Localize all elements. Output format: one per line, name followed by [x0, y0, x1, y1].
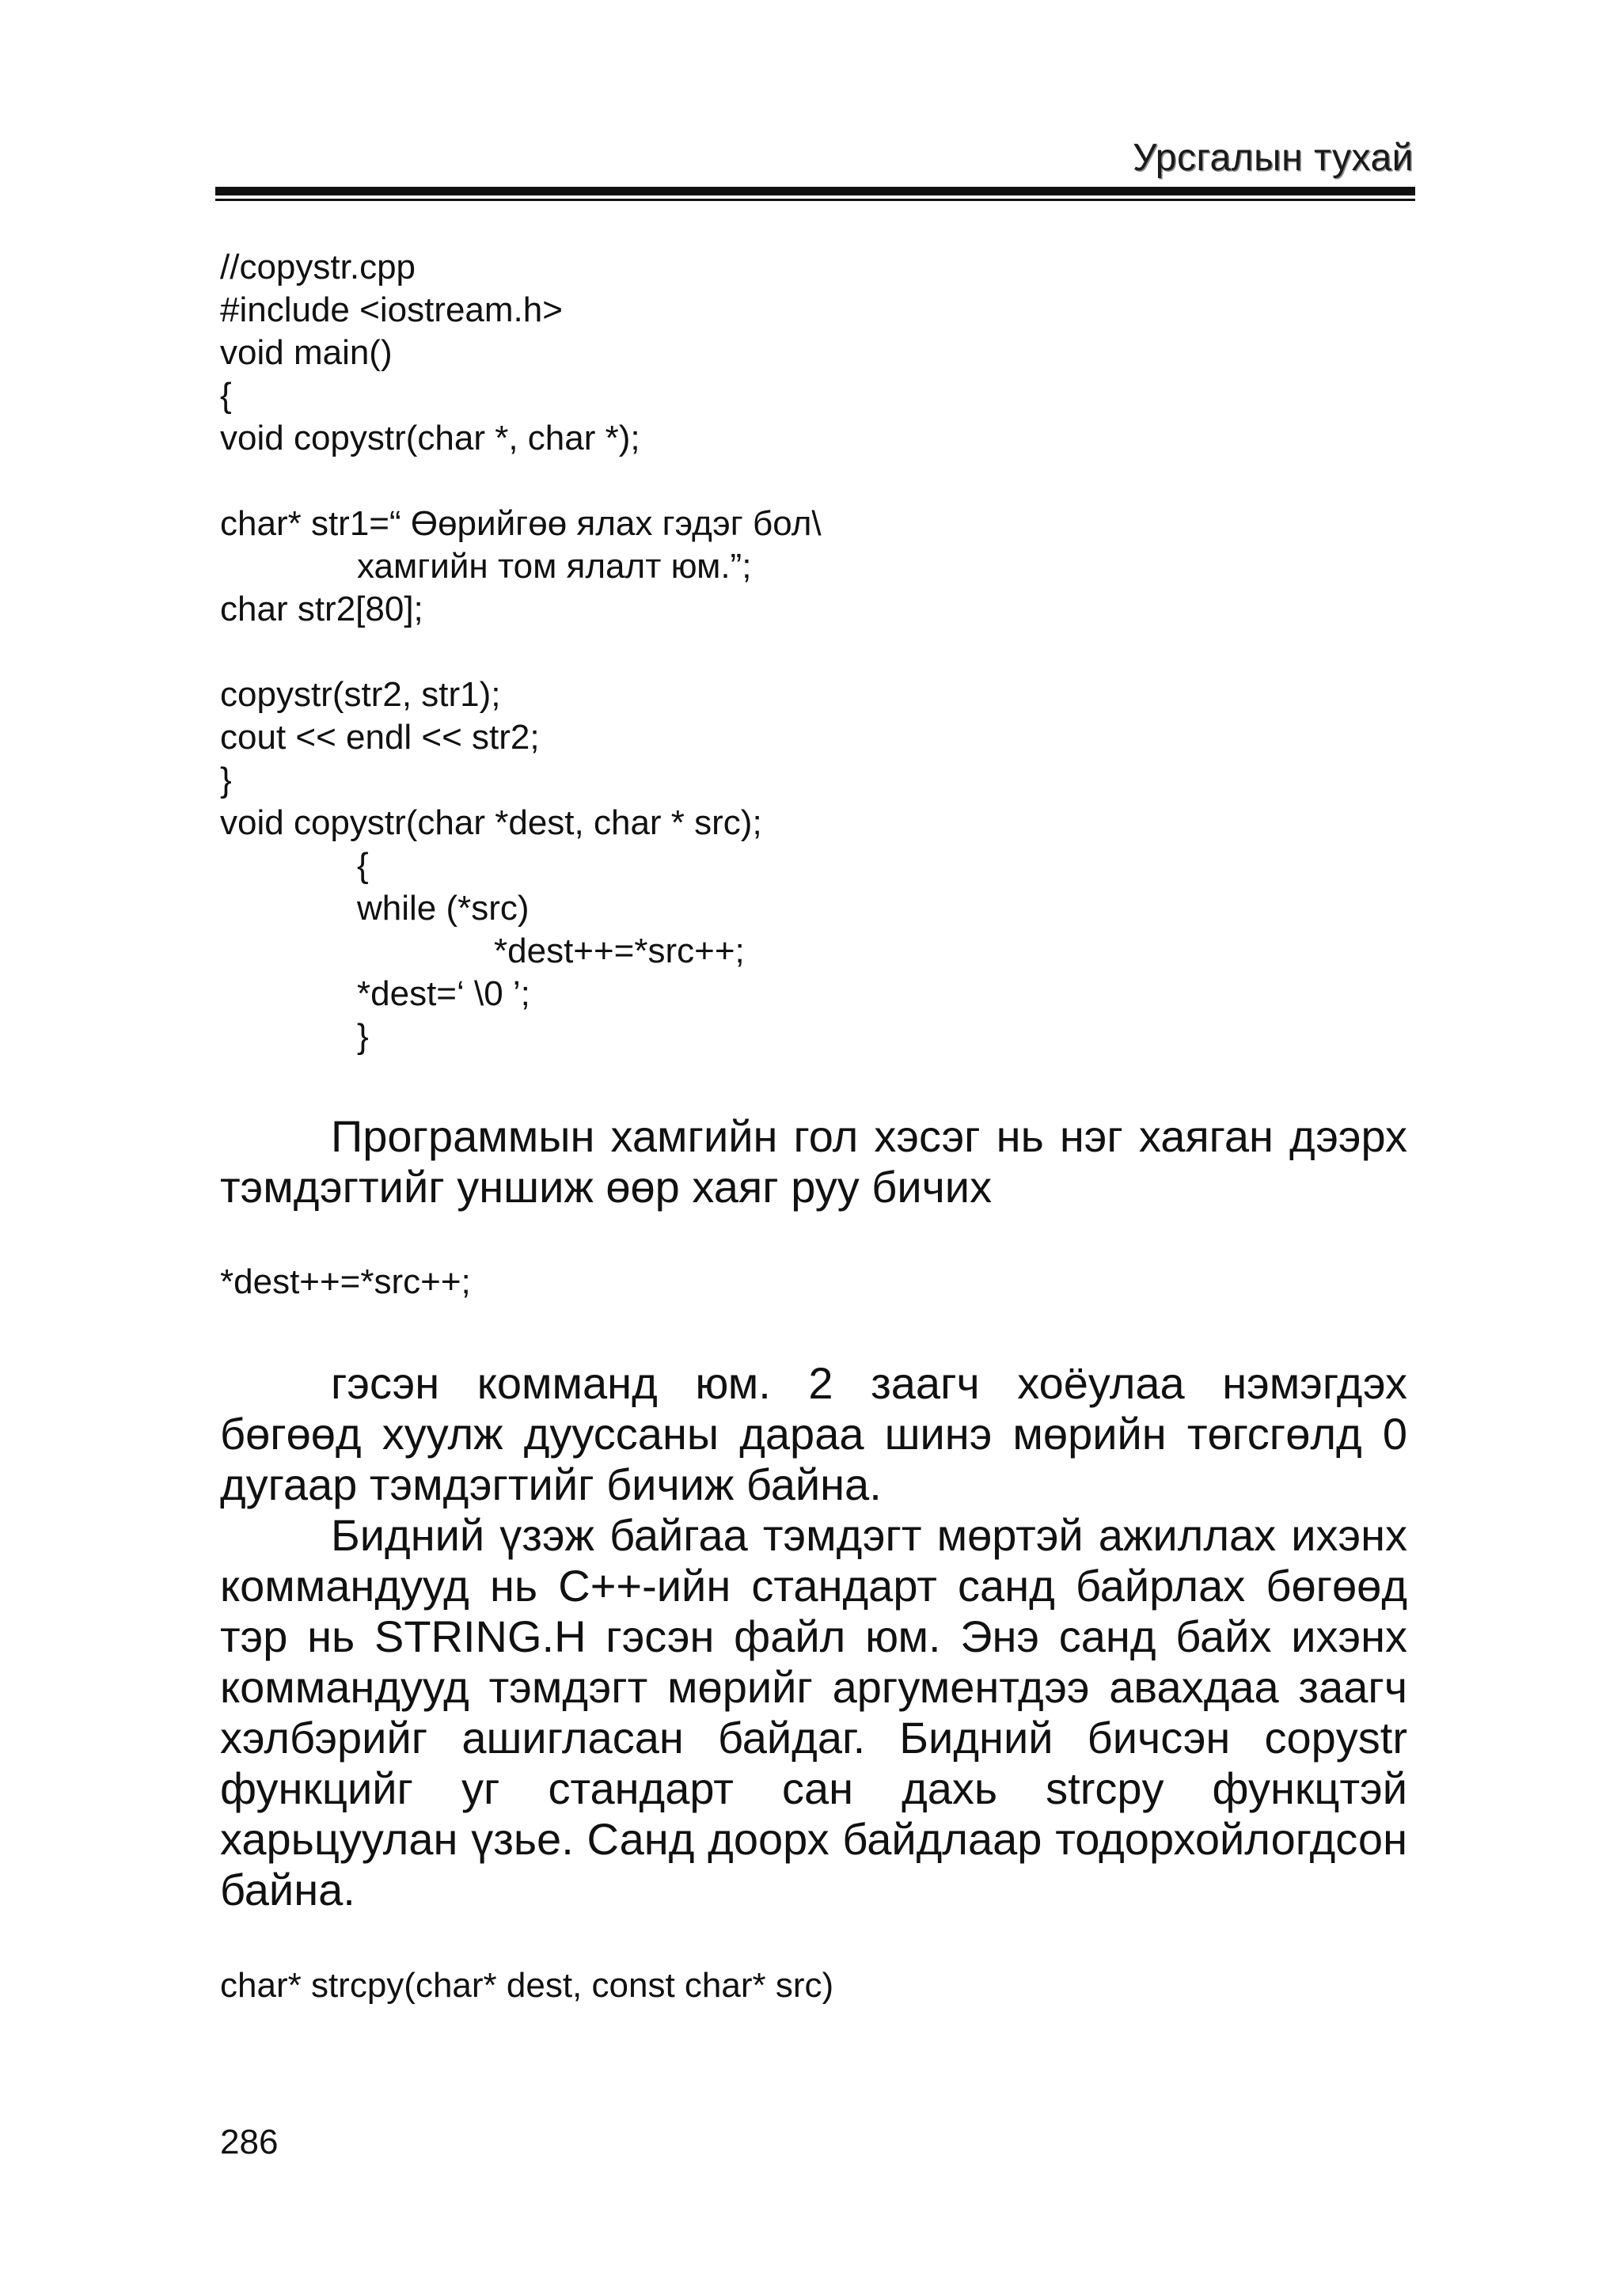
- running-head-title: Урсгалын тухай: [1132, 137, 1414, 179]
- code-line: while (*src): [357, 889, 530, 928]
- header-rule-thick: [215, 187, 1415, 195]
- code-line: *dest=‘ \0 ’;: [357, 974, 530, 1013]
- page-number: 286: [220, 2123, 279, 2161]
- header-rule-thin: [215, 199, 1415, 201]
- code-line: #include <iostream.h>: [220, 290, 563, 329]
- code-line: хамгийн том ялалт юм.”;: [357, 547, 752, 586]
- paragraph-text: Бидний үзэж байгаа тэмдэгт мөртэй ажиллах ихэнх коммандууд нь С++-ийн стандарт санд байрлах бөгөөд тэр нь STRING.H гэсэн файл юм. Энэ санд байх ихэнх коммандууд тэмдэгт мөрийг аргументдээ авахдаа заагч хэлбэрийг ашигласан байдаг. Бидний бичсэн copystr функцийг уг стандарт сан дахь strcpy функцтэй харьцуулан үзье. Санд доорх байдлаар тодорхойлогдсон байна.: [220, 1510, 1407, 1915]
- code-line: char str2[80];: [220, 590, 423, 628]
- code-line: //copystr.cpp: [220, 248, 416, 287]
- body-paragraph-2: [220, 1358, 1407, 1915]
- code-line: *dest++=*src++;: [494, 932, 745, 970]
- code-line: void copystr(char *dest, char * src);: [220, 803, 762, 842]
- code-line: }: [220, 761, 232, 799]
- code-line: char* str1=“ Өөрийгөө ялах гэдэг бол\: [220, 504, 822, 543]
- paragraph-text: гэсэн комманд юм. 2 заагч хоёулаа нэмэгдэх бөгөөд хуулж дууссаны дараа шинэ мөрийн төгсгөлд 0 дугаар тэмдэгтийг бичиж байна.: [220, 1358, 1407, 1509]
- body-paragraph-1: [220, 1111, 1407, 1213]
- code-signature: char* strcpy(char* dest, const char* src): [220, 1966, 834, 2005]
- paragraph-text: Программын хамгийн гол хэсэг нь нэг хаяган дээрх тэмдэгтийг уншиж өөр хаяг руу бичих: [220, 1111, 1407, 1212]
- code-line: }: [357, 1017, 369, 1056]
- code-line: {: [357, 846, 369, 885]
- code-statement: *dest++=*src++;: [220, 1262, 471, 1301]
- code-line-blank: [220, 631, 1407, 674]
- code-line: cout << endl << str2;: [220, 718, 540, 757]
- code-line: {: [220, 376, 232, 415]
- code-listing-copystr: [220, 246, 1407, 1058]
- code-line: void main(): [220, 333, 393, 372]
- code-line: void copystr(char *, char *);: [220, 419, 640, 457]
- code-line: copystr(str2, str1);: [220, 675, 501, 714]
- code-line-blank: [220, 460, 1407, 503]
